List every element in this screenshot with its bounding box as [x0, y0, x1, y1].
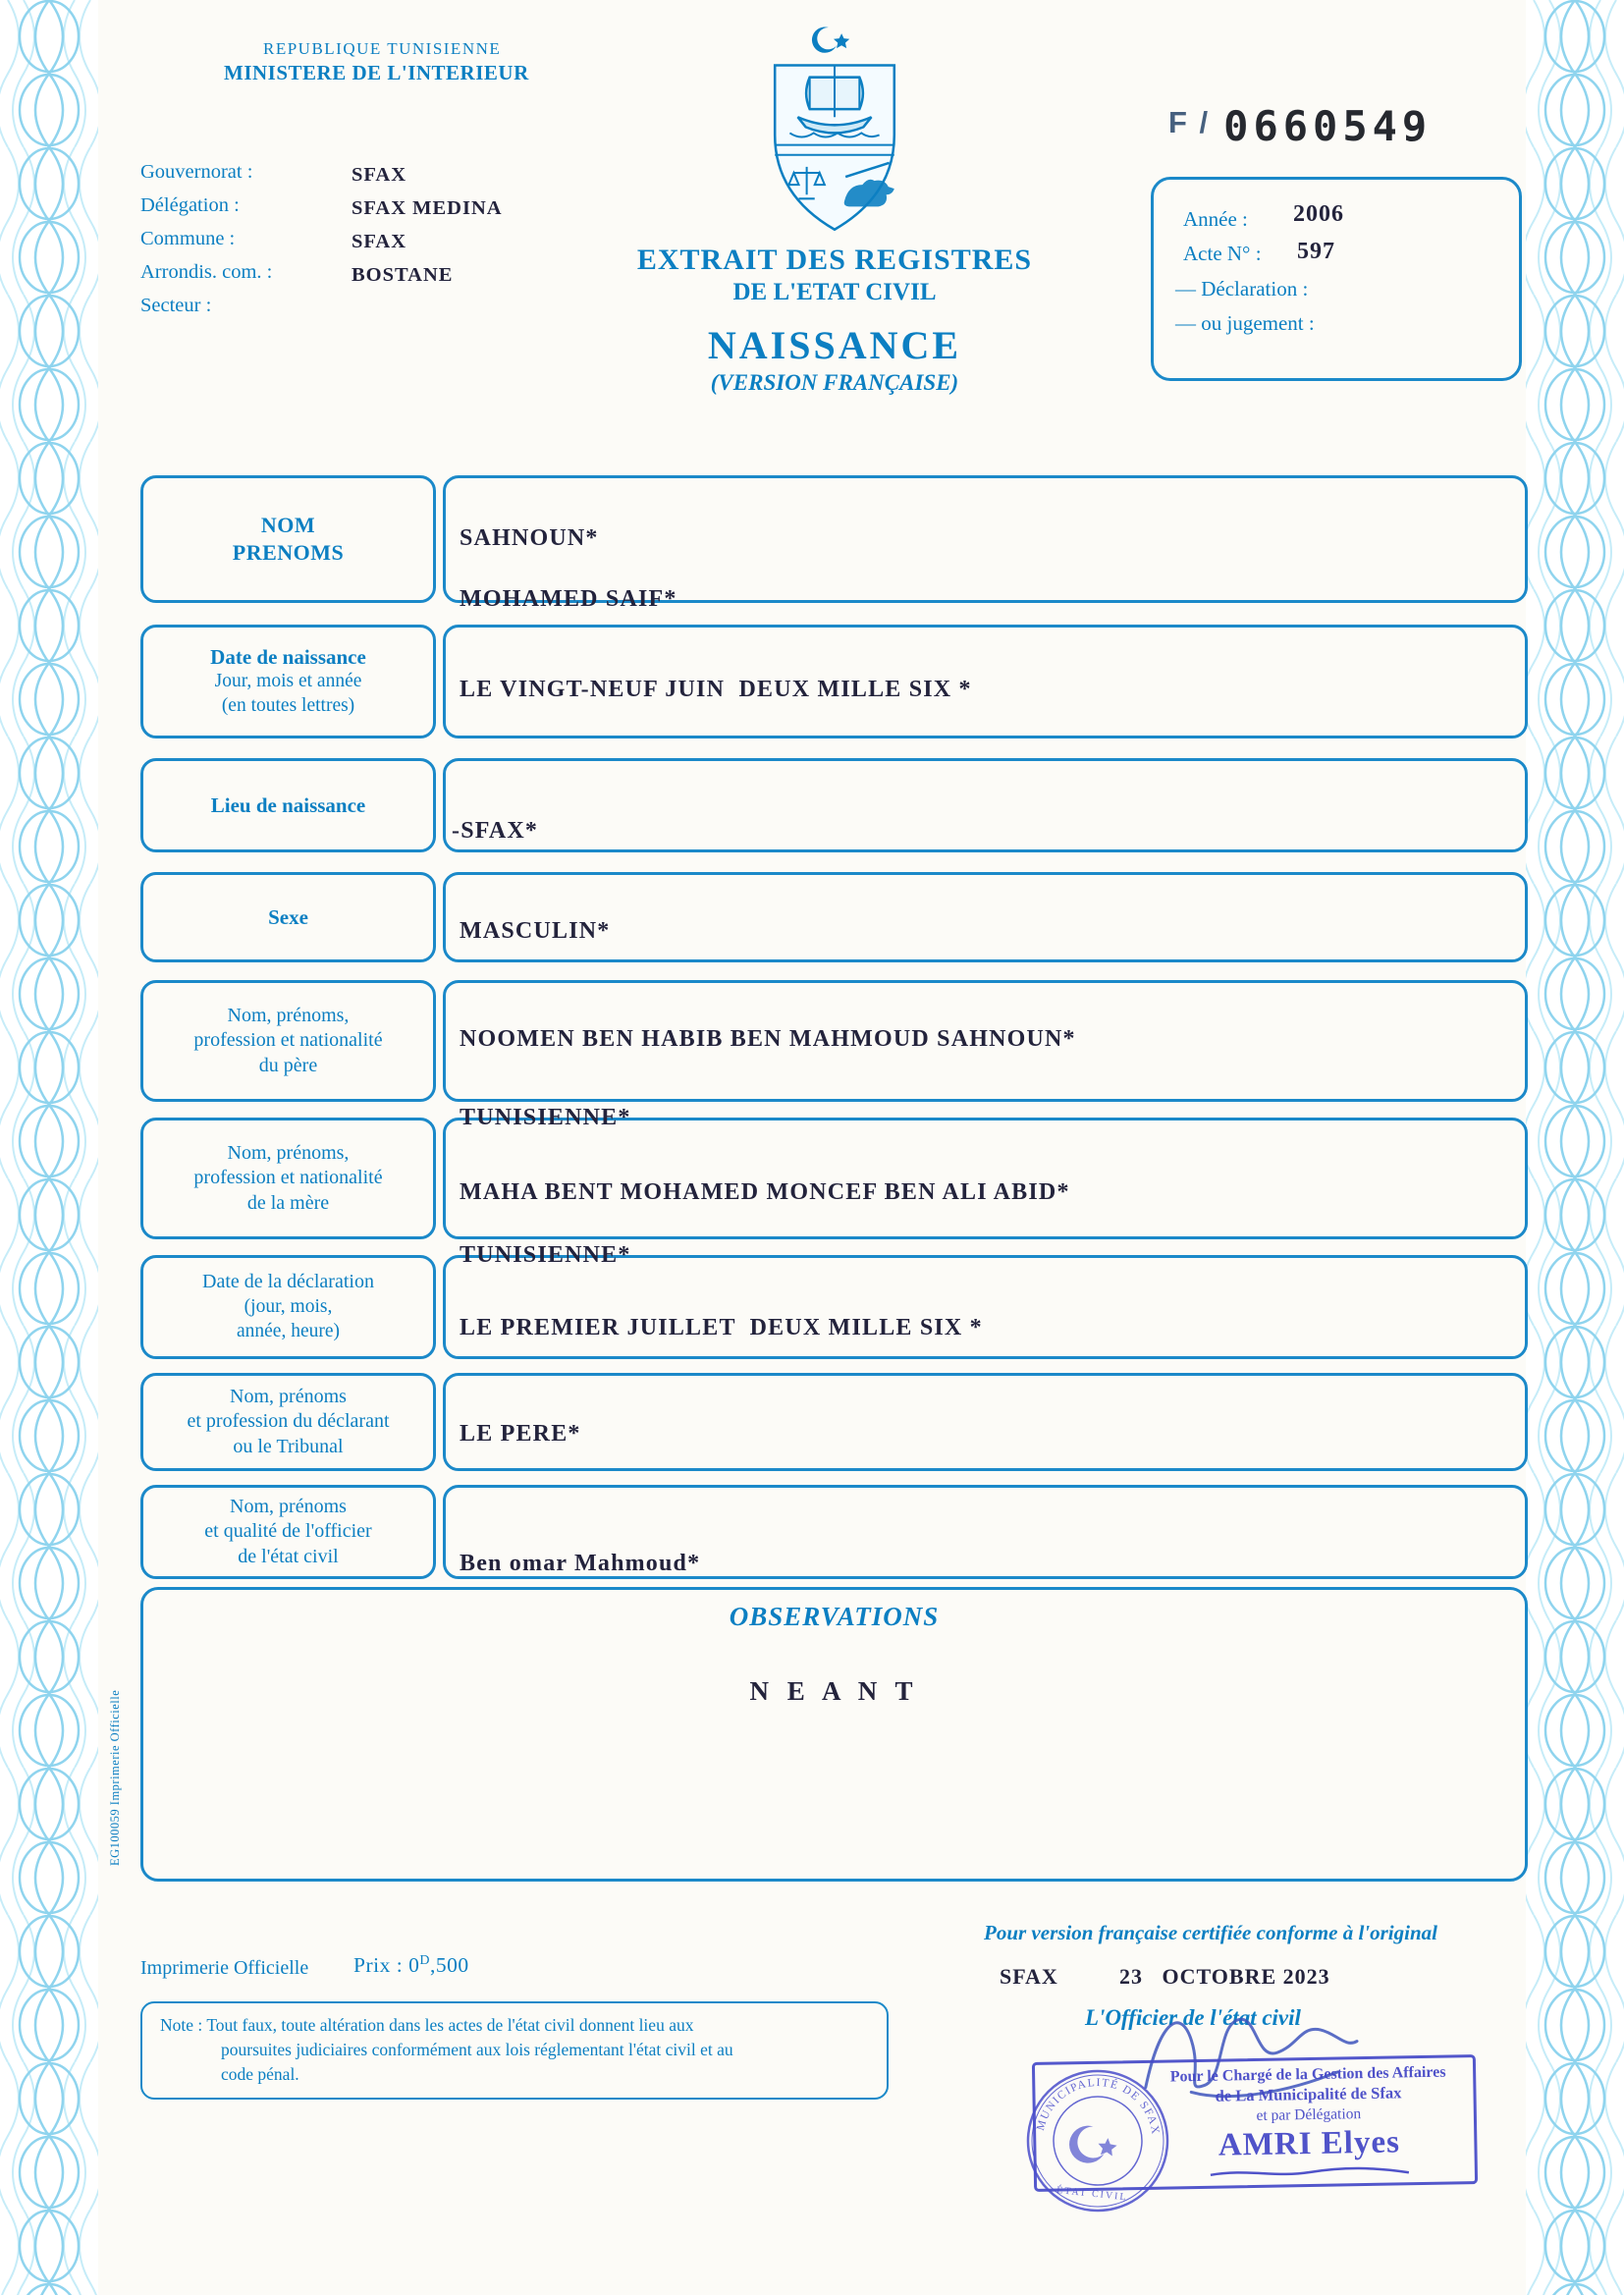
note-line-1: Note : Tout faux, toute altération dans les actes de l'état civil donnent lieu aux [160, 2015, 694, 2035]
admin-row-arrondissement [140, 261, 602, 295]
field-value-date-naissance [443, 625, 1528, 738]
seal-top-text: MUNICIPALITÉ DE SFAX [1034, 2076, 1162, 2137]
title-etat-civil: DE L'ETAT CIVIL [732, 279, 937, 305]
observations-title: OBSERVATIONS [729, 1602, 940, 1631]
label-nom: NOM [260, 512, 316, 537]
label-date-declaration-3: année, heure) [236, 1320, 340, 1341]
label-mere-1: Nom, prénoms, [227, 1141, 350, 1164]
issue-place: SFAX [1000, 1964, 1058, 1989]
label-pere-2: profession et nationalité [193, 1029, 383, 1052]
title-extrait: EXTRAIT DES REGISTRES [636, 244, 1033, 276]
commune-label: Commune : [140, 228, 236, 249]
republic-title: REPUBLIQUE TUNISIENNE [263, 39, 502, 58]
title-version-francaise: (VERSION FRANÇAISE) [710, 370, 959, 395]
field-value-sexe [443, 872, 1528, 962]
admin-row-delegation [140, 194, 602, 228]
value-date-declaration: LE PREMIER JUILLET DEUX MILLE SIX * [460, 1315, 983, 1340]
admin-row-secteur [140, 295, 602, 328]
prix-label [353, 1953, 469, 1978]
stamp-signatory-name: AMRI Elyes [1218, 2124, 1401, 2163]
act-info-box [1151, 177, 1522, 381]
label-date-naissance: Date de naissance [210, 644, 366, 669]
value-pere: NOOMEN BEN HABIB BEN MAHMOUD SAHNOUN* [460, 1026, 1076, 1052]
stamp-underline [1207, 2164, 1413, 2180]
note-line-3: code pénal. [221, 2063, 299, 2084]
stamp-text [1147, 2062, 1471, 2187]
document-titles [550, 244, 1119, 396]
legal-note-box [140, 2001, 889, 2100]
ministry-title: MINISTERE DE L'INTERIEUR [224, 61, 529, 84]
field-label-nom-prenoms [140, 475, 436, 603]
field-value-nom-prenoms [443, 475, 1528, 612]
label-sexe: Sexe [268, 904, 308, 929]
secteur-label: Secteur : [140, 295, 212, 316]
admin-fields [140, 161, 602, 328]
label-declarant-1: Nom, prénoms [230, 1385, 347, 1407]
officier-signature-title: L'Officier de l'état civil [1085, 2005, 1301, 2030]
label-officier-1: Nom, prénoms [230, 1495, 347, 1517]
tunisia-coat-of-arms [748, 26, 921, 249]
note-line-2: poursuites judiciaires conformément aux lois réglementant l'état civil et au [221, 2039, 733, 2059]
guilloche-border-right [1526, 0, 1624, 2295]
label-pere-1: Nom, prénoms, [227, 1004, 350, 1026]
field-label-officier [140, 1485, 436, 1579]
value-sexe: MASCULIN* [460, 918, 611, 944]
label-date-declaration-1: Date de la déclaration [202, 1271, 374, 1293]
printer-edge-code: EG100059 Imprimerie Officielle [108, 1689, 122, 1866]
observations-box [140, 1587, 1528, 1882]
delegation-label: Délégation : [140, 194, 240, 216]
stamp-line-1: Pour le Chargé de la Gestion des Affaires [1169, 2063, 1446, 2086]
gouvernorat-label: Gouvernorat : [140, 161, 253, 183]
field-label-date-naissance [140, 625, 436, 738]
certification-statement: Pour version française certifiée conforme à l'original [984, 1921, 1437, 1944]
label-mere-3: de la mère [246, 1191, 330, 1214]
acte-no-value: 597 [1297, 239, 1335, 264]
commune-value: SFAX [352, 231, 407, 252]
stamp-line-2: de La Municipalité de Sfax [1215, 2083, 1402, 2105]
observations-value: N E A N T [749, 1676, 919, 1706]
serial-number: 0660549 [1223, 102, 1433, 150]
label-lieu-naissance: Lieu de naissance [210, 792, 366, 817]
field-value-lieu-naissance [443, 758, 1528, 852]
label-officier-3: de l'état civil [238, 1545, 339, 1567]
label-date-declaration-2: (jour, mois, [244, 1295, 333, 1317]
field-value-officier [443, 1485, 1528, 1579]
label-declarant-3: ou le Tribunal [233, 1435, 344, 1457]
prix-text: Prix : 0 [353, 1953, 420, 1978]
imprimerie-label: Imprimerie Officielle [140, 1957, 309, 1979]
field-label-date-declaration [140, 1255, 436, 1359]
serial-prefix: F / [1168, 105, 1211, 139]
value-pere-nationalite: TUNISIENNE* [460, 1105, 631, 1130]
label-toutes-lettres: (en toutes lettres) [221, 695, 355, 717]
value-declarant: LE PERE* [460, 1421, 581, 1447]
value-date-naissance: LE VINGT-NEUF JUIN DEUX MILLE SIX * [460, 677, 972, 702]
arrondissement-value: BOSTANE [352, 264, 454, 286]
field-value-mere [443, 1105, 1528, 1239]
arrondissement-label: Arrondis. com. : [140, 261, 273, 283]
title-naissance: NAISSANCE [707, 323, 962, 367]
issue-date: 23 OCTOBRE 2023 [1119, 1964, 1330, 1989]
label-jour-mois-annee: Jour, mois et année [214, 671, 362, 692]
declaration-label: — Déclaration : [1175, 277, 1309, 301]
prix-sup: D [419, 1953, 430, 1968]
jugement-label: — ou jugement : [1175, 311, 1315, 335]
stamp-line-3: et par Délégation [1256, 2104, 1362, 2124]
value-officier: Ben omar Mahmoud* [460, 1551, 701, 1576]
value-nom: SAHNOUN* [460, 525, 599, 551]
field-value-declarant [443, 1373, 1528, 1471]
value-mere: MAHA BENT MOHAMED MONCEF BEN ALI ABID* [460, 1179, 1070, 1205]
field-label-lieu-naissance [140, 758, 436, 852]
label-mere-2: profession et nationalité [193, 1167, 383, 1189]
municipal-seal [1015, 2058, 1179, 2222]
label-prenoms: PRENOMS [232, 540, 345, 565]
seal-star-icon [1097, 2137, 1117, 2157]
acte-no-label: Acte N° : [1183, 242, 1262, 265]
value-mere-nationalite: TUNISIENNE* [460, 1242, 631, 1268]
field-label-pere [140, 980, 436, 1102]
serial-group [1168, 102, 1432, 150]
annee-value: 2006 [1293, 201, 1344, 227]
field-value-date-declaration [443, 1242, 1528, 1359]
admin-row-gouvernorat [140, 161, 602, 194]
annee-label: Année : [1183, 207, 1248, 231]
label-officier-2: et qualité de l'officier [204, 1520, 372, 1543]
admin-row-commune [140, 228, 602, 261]
delegation-value: SFAX MEDINA [352, 197, 503, 219]
field-label-declarant [140, 1373, 436, 1471]
seal-bottom-text: ÉTAT CIVIL [1056, 2184, 1128, 2204]
gouvernorat-value: SFAX [352, 164, 407, 186]
field-label-mere [140, 1118, 436, 1239]
label-declarant-2: et profession du déclarant [187, 1410, 390, 1433]
guilloche-border-left [0, 0, 98, 2295]
label-pere-3: du père [258, 1054, 318, 1076]
value-lieu-naissance: -SFAX* [452, 818, 539, 844]
field-label-sexe [140, 872, 436, 962]
field-value-pere [443, 980, 1528, 1102]
prix-rest: ,500 [429, 1953, 469, 1978]
value-prenoms: MOHAMED SAIF* [460, 586, 677, 612]
